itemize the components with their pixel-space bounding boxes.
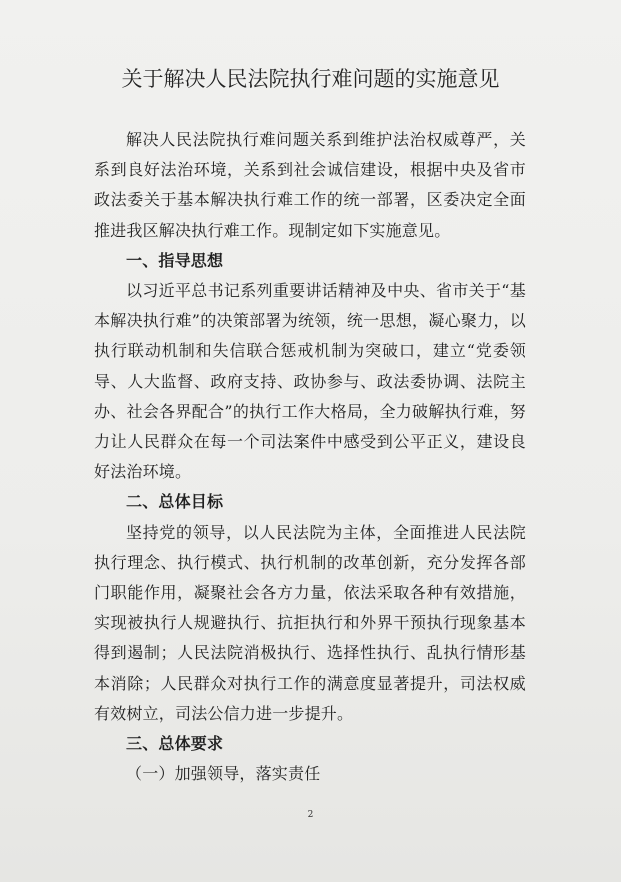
section-heading-guiding-ideology: 一、指导思想 <box>126 250 224 270</box>
intro-paragraph: 解决人民法院执行难问题关系到维护法治权威尊严，关系到良好法治环境，关系到社会诚信建设，根据中央及省市政法委关于基本解决执行难工作的统一部署，区委决定全面推进我区解决执行难工作。现制定如下实施意见。 <box>94 130 526 240</box>
overall-goals-paragraph: 坚持党的领导，以人民法院为主体，全面推进人民法院执行理念、执行模式、执行机制的改革创新，充分发挥各部门职能作用，凝聚社会各方力量，依法采取各种有效措施，实现被执行人规避执行、抗拒执行和外界干预执行现象基本得到遏制；人民法院消极执行、选择性执行、乱执行情形基本消除；人民群众对执行工作的满意度显著提升，司法权威有效树立，司法公信力进一步提升。 <box>94 522 526 723</box>
section-heading-overall-goals: 二、总体目标 <box>126 492 224 512</box>
section-heading-overall-requirements: 三、总体要求 <box>126 734 224 754</box>
document-title: 关于解决人民法院执行难问题的实施意见 <box>121 67 500 91</box>
guiding-ideology-paragraph: 以习近平总书记系列重要讲话精神及中央、省市关于“基本解决执行难”的决策部署为统领，统一思想，凝心聚力，以执行联动机制和失信联合惩戒机制为突破口，建立“党委领导、人大监督、政府支持、政协参与、政法委协调、法院主办、社会各界配合”的执行工作大格局，全力破解执行难，努力让人民群众在每一个司法案件中感受到公平正义，建设良好法治环境。 <box>94 281 526 482</box>
subsection-heading-leadership: （一）加强领导，落实责任 <box>126 764 321 784</box>
document-body <box>94 125 526 789</box>
page-number: 2 <box>307 810 314 820</box>
